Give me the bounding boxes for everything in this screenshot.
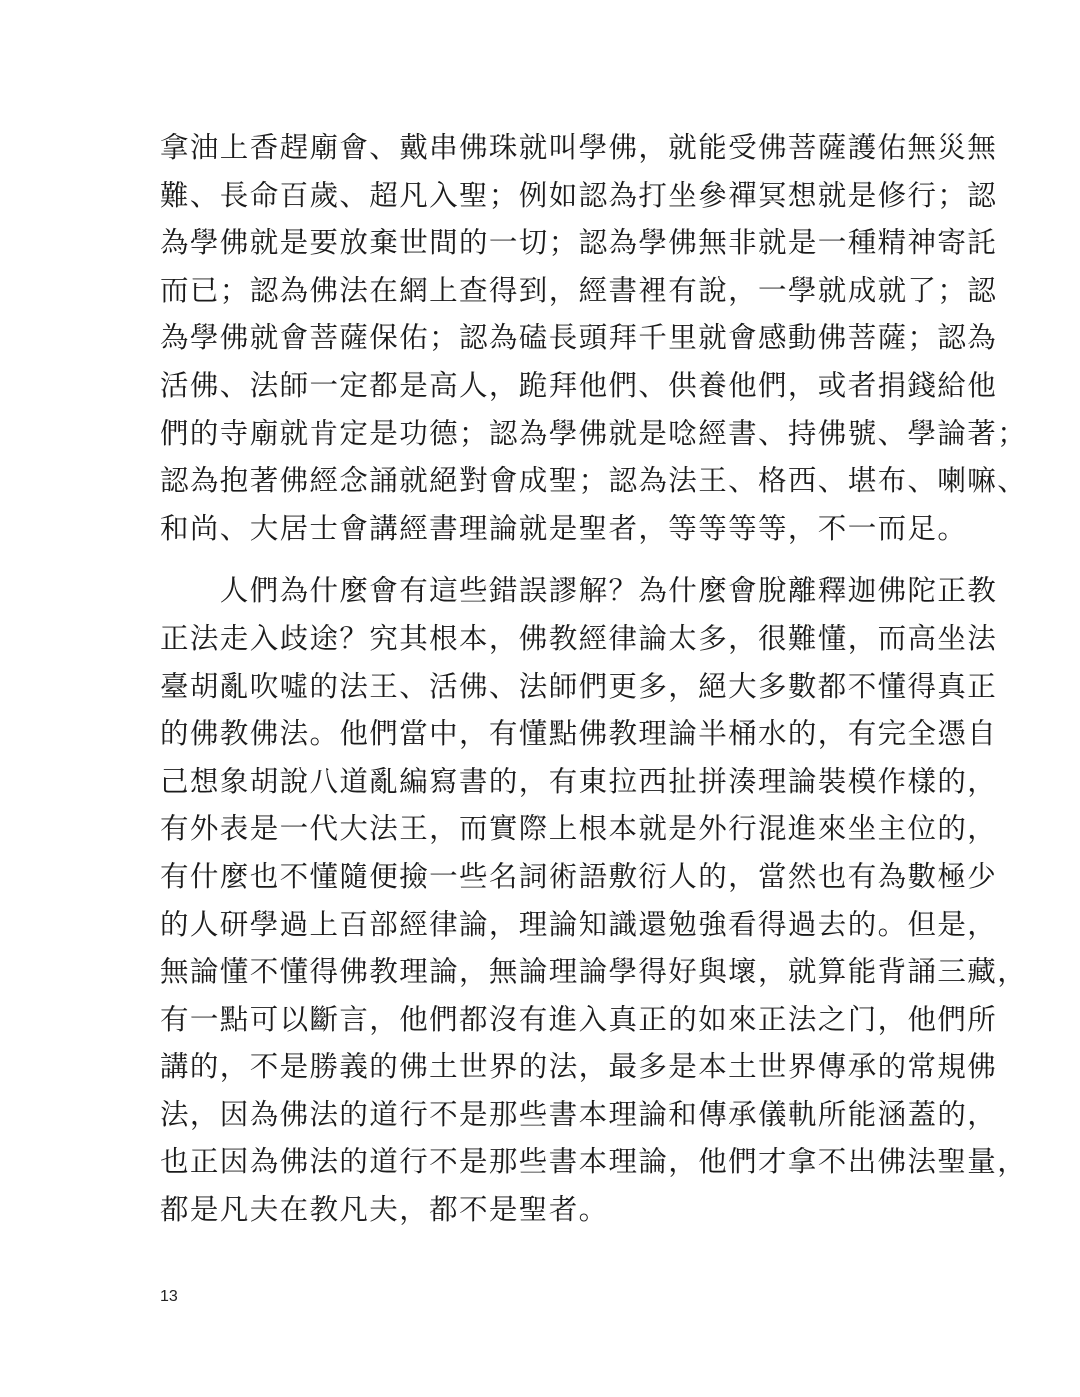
text-line: 認為抱著佛經念誦就絕對會成聖；認為法王、格西、堪布、喇嘛、 <box>160 464 1028 498</box>
text-line: 的佛教佛法。他們當中，有懂點佛教理論半桶水的，有完全憑自 <box>160 717 998 751</box>
text-line: 的人研學過上百部經律論，理論知識還勉強看得過去的。但是， <box>160 907 998 941</box>
text-line: 為學佛就是要放棄世間的一切；認為學佛無非就是一種精神寄託 <box>160 226 998 260</box>
text-line: 和尚、大居士會講經書理論就是聖者，等等等等，不一而足。 <box>160 511 968 545</box>
text-line: 都是凡夫在教凡夫，都不是聖者。 <box>160 1193 609 1227</box>
text-line: 活佛、法師一定都是高人，跪拜他們、供養他們，或者捐錢給他 <box>160 368 998 402</box>
text-line: 正法走入歧途？究其根本，佛教經律論太多，很難懂，而高坐法 <box>160 621 998 655</box>
text-line: 有外表是一代大法王，而實際上根本就是外行混進來坐主位的， <box>160 812 998 846</box>
text-line: 講的，不是勝義的佛土世界的法，最多是本土世界傳承的常規佛 <box>160 1050 998 1084</box>
paragraph-2 <box>160 567 1028 1233</box>
page-number: 13 <box>160 1288 178 1305</box>
text-line: 臺胡亂吹噓的法王、活佛、法師們更多，絕大多數都不懂得真正 <box>160 669 998 703</box>
text-line: 拿油上香趕廟會、戴串佛珠就叫學佛，就能受佛菩薩護佑無災無 <box>160 131 998 164</box>
text-line: 人們為什麼會有這些錯誤謬解？為什麼會脫離釋迦佛陀正教 <box>160 574 998 608</box>
text-line: 難、長命百歲、超凡入聖；例如認為打坐參禪冥想就是修行；認 <box>160 178 998 212</box>
text-line: 為學佛就會菩薩保佑；認為磕長頭拜千里就會感動佛菩薩；認為 <box>160 321 998 355</box>
text-line: 們的寺廟就肯定是功德；認為學佛就是唸經書、持佛號、學論著； <box>160 416 1028 450</box>
text-line: 而已；認為佛法在網上查得到，經書裡有說，一學就成就了；認 <box>160 273 998 307</box>
text-line: 有什麼也不懂隨便撿一些名詞術語敷衍人的，當然也有為數極少 <box>160 859 998 893</box>
text-line: 己想象胡說八道亂編寫書的，有東拉西扯拼湊理論裝模作樣的， <box>160 764 998 798</box>
text-line: 法，因為佛法的道行不是那些書本理論和傳承儀軌所能涵蓋的， <box>160 1097 998 1131</box>
text-line: 無論懂不懂得佛教理論，無論理論學得好與壞，就算能背誦三藏， <box>160 955 1028 989</box>
text-line: 有一點可以斷言，他們都沒有進入真正的如來正法之门，他們所 <box>160 1002 998 1036</box>
paragraph-1 <box>160 124 1028 552</box>
text-line: 也正因為佛法的道行不是那些書本理論，他們才拿不出佛法聖量， <box>160 1145 1028 1179</box>
body-text <box>160 124 1028 1234</box>
